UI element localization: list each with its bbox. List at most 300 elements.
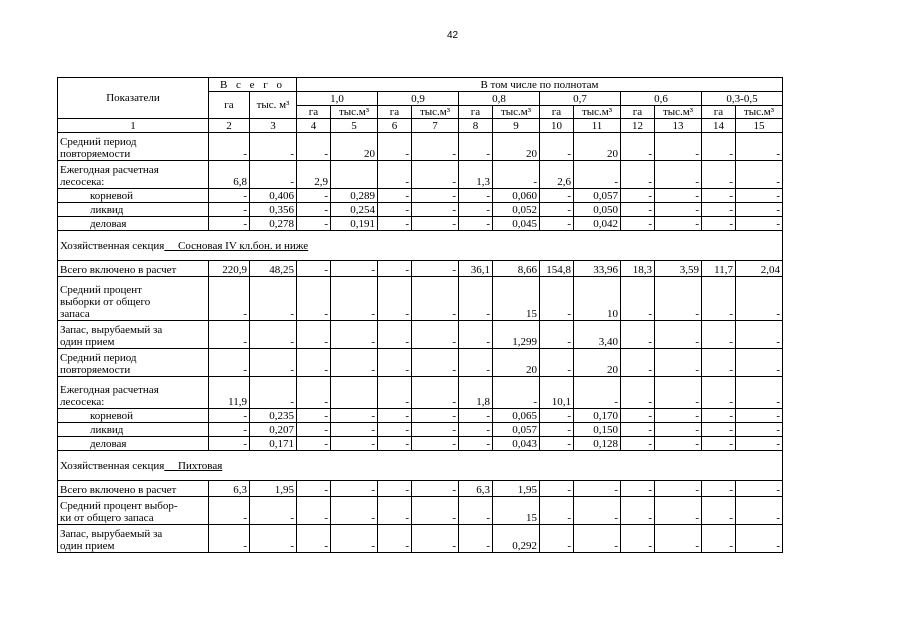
section-name: Пихтовая <box>178 459 223 472</box>
table-cell: - <box>540 423 574 437</box>
table-cell: - <box>412 525 459 553</box>
table-cell: - <box>702 377 736 409</box>
table-cell: - <box>702 497 736 525</box>
column-number: 5 <box>331 119 378 133</box>
table-cell: - <box>459 321 493 349</box>
table-cell: - <box>702 349 736 377</box>
header-density: 0,3-0,5 <box>702 92 783 106</box>
table-cell: - <box>378 349 412 377</box>
table-cell: - <box>621 203 655 217</box>
table-cell: 1,3 <box>459 161 493 189</box>
table-cell: 6,3 <box>209 481 250 497</box>
column-number: 13 <box>655 119 702 133</box>
row-label: Всего включено в расчет <box>58 261 209 277</box>
table-row <box>58 133 783 161</box>
table-cell: - <box>250 525 297 553</box>
table-cell: - <box>297 409 331 423</box>
column-number: 11 <box>574 119 621 133</box>
header-including: В том числе по полнотам <box>297 78 783 92</box>
table-row <box>58 349 783 377</box>
table-cell: - <box>655 321 702 349</box>
header-total-volume: тыс. м³ <box>250 92 297 119</box>
row-label: деловая <box>58 437 209 451</box>
table-cell: - <box>702 161 736 189</box>
row-label: Средний процент выборки от общего запаса <box>58 277 209 321</box>
table-cell: - <box>378 189 412 203</box>
table-cell: - <box>378 437 412 451</box>
table-cell: - <box>378 133 412 161</box>
table-cell: - <box>378 497 412 525</box>
table-cell: - <box>655 277 702 321</box>
table-cell: 0,060 <box>493 189 540 203</box>
table-cell: - <box>736 497 783 525</box>
table-cell: - <box>736 481 783 497</box>
table-cell: - <box>209 409 250 423</box>
table-cell: - <box>250 497 297 525</box>
header-unit-volume: тыс.м³ <box>493 106 540 119</box>
table-cell: - <box>209 217 250 231</box>
table-cell: - <box>736 277 783 321</box>
table-row <box>58 161 783 189</box>
table-cell: - <box>378 217 412 231</box>
table-cell: - <box>736 409 783 423</box>
table-cell: 0,043 <box>493 437 540 451</box>
table-cell: - <box>621 133 655 161</box>
table-cell: 3,40 <box>574 321 621 349</box>
row-label: Средний период повторяемости <box>58 349 209 377</box>
header-unit-volume: тыс.м³ <box>655 106 702 119</box>
table-cell: - <box>297 261 331 277</box>
table-cell: - <box>378 161 412 189</box>
table-cell: - <box>412 349 459 377</box>
table-body <box>58 133 783 553</box>
table-cell: - <box>736 525 783 553</box>
table-cell: - <box>540 437 574 451</box>
table-cell: 10,1 <box>540 377 574 409</box>
column-number: 8 <box>459 119 493 133</box>
column-number: 3 <box>250 119 297 133</box>
column-number: 7 <box>412 119 459 133</box>
table-cell: - <box>412 161 459 189</box>
table-cell: - <box>209 321 250 349</box>
section-underline-gap <box>164 460 178 472</box>
table-cell: - <box>459 349 493 377</box>
column-number: 9 <box>493 119 540 133</box>
table-cell: - <box>297 189 331 203</box>
table-cell: - <box>331 437 378 451</box>
table-cell: - <box>297 217 331 231</box>
table-cell: - <box>621 321 655 349</box>
table-cell: - <box>655 189 702 203</box>
header-unit-volume: тыс.м³ <box>574 106 621 119</box>
table-cell: - <box>250 377 297 409</box>
table-cell: - <box>209 133 250 161</box>
header-density: 0,7 <box>540 92 621 106</box>
table-cell: - <box>574 377 621 409</box>
table-cell: - <box>540 133 574 161</box>
table-cell: - <box>574 161 621 189</box>
table-cell: - <box>209 203 250 217</box>
table-cell: 33,96 <box>574 261 621 277</box>
table-cell: - <box>297 423 331 437</box>
column-number: 15 <box>736 119 783 133</box>
table-cell: 0,207 <box>250 423 297 437</box>
table-cell: - <box>459 277 493 321</box>
row-label: Всего включено в расчет <box>58 481 209 497</box>
table-cell: - <box>412 437 459 451</box>
table-header <box>58 78 783 133</box>
table-cell: - <box>297 377 331 409</box>
table-cell: - <box>412 497 459 525</box>
table-cell: - <box>459 423 493 437</box>
header-density: 1,0 <box>297 92 378 106</box>
header-unit-ga: га <box>297 106 331 119</box>
table-row <box>58 525 783 553</box>
table-cell: - <box>702 217 736 231</box>
row-label: корневой <box>58 189 209 203</box>
table-cell: - <box>459 525 493 553</box>
header-total: В с е г о <box>209 78 297 92</box>
table-cell: - <box>459 217 493 231</box>
table-cell: - <box>297 321 331 349</box>
table-cell <box>331 377 378 409</box>
table-cell: - <box>459 437 493 451</box>
table-cell: - <box>331 277 378 321</box>
table-cell: - <box>655 409 702 423</box>
table-cell: - <box>540 497 574 525</box>
table-cell: - <box>702 525 736 553</box>
table-cell: 0,128 <box>574 437 621 451</box>
table-cell: - <box>493 377 540 409</box>
column-number: 6 <box>378 119 412 133</box>
table-row <box>58 203 783 217</box>
table-cell: - <box>331 349 378 377</box>
header-total-ga: га <box>209 92 250 119</box>
table-cell: 6,3 <box>459 481 493 497</box>
table-cell: 0,191 <box>331 217 378 231</box>
table-cell: - <box>331 497 378 525</box>
table-cell: 20 <box>493 133 540 161</box>
table-cell: - <box>378 261 412 277</box>
table-cell: - <box>736 161 783 189</box>
table-cell: - <box>459 409 493 423</box>
column-number: 4 <box>297 119 331 133</box>
table-row <box>58 423 783 437</box>
row-label: Ежегодная расчетная лесосека: <box>58 377 209 409</box>
table-cell: 0,356 <box>250 203 297 217</box>
table-cell: - <box>574 497 621 525</box>
section-header-row <box>58 451 783 481</box>
table-cell: - <box>250 133 297 161</box>
table-cell: - <box>540 349 574 377</box>
table-cell: - <box>655 525 702 553</box>
table-cell: 0,150 <box>574 423 621 437</box>
table-cell: - <box>621 189 655 203</box>
table-cell: - <box>736 321 783 349</box>
row-label: ликвид <box>58 203 209 217</box>
table-cell: 0,045 <box>493 217 540 231</box>
table-row <box>58 497 783 525</box>
table-cell: 1,95 <box>250 481 297 497</box>
table-cell: - <box>297 497 331 525</box>
table-cell: - <box>378 423 412 437</box>
header-indicators: Показатели <box>58 78 209 119</box>
table-row <box>58 217 783 231</box>
table-cell: 154,8 <box>540 261 574 277</box>
table-cell: - <box>459 133 493 161</box>
table-cell <box>331 161 378 189</box>
table-cell: 20 <box>493 349 540 377</box>
table-cell: - <box>297 481 331 497</box>
table-cell: 0,406 <box>250 189 297 203</box>
table-cell: 20 <box>331 133 378 161</box>
row-label: Средний период повторяемости <box>58 133 209 161</box>
table-cell: - <box>297 203 331 217</box>
table-cell: 0,052 <box>493 203 540 217</box>
table-cell: - <box>736 133 783 161</box>
table-cell: - <box>459 203 493 217</box>
table-cell: 2,04 <box>736 261 783 277</box>
section-header-row <box>58 231 783 261</box>
table-cell: - <box>297 133 331 161</box>
table-cell: - <box>736 189 783 203</box>
table-cell: 36,1 <box>459 261 493 277</box>
table-cell: - <box>412 217 459 231</box>
table-cell: - <box>736 203 783 217</box>
table-cell: 0,289 <box>331 189 378 203</box>
table-cell: - <box>378 409 412 423</box>
table-cell: 0,057 <box>574 189 621 203</box>
section-header <box>58 451 783 481</box>
table-cell: - <box>378 321 412 349</box>
table-cell: - <box>378 203 412 217</box>
table-row <box>58 321 783 349</box>
table-cell: - <box>702 423 736 437</box>
table-cell: - <box>331 481 378 497</box>
row-label: деловая <box>58 217 209 231</box>
header-unit-volume: тыс.м³ <box>736 106 783 119</box>
table-cell: - <box>655 437 702 451</box>
table-cell: 48,25 <box>250 261 297 277</box>
table-cell: - <box>574 525 621 553</box>
table-row <box>58 481 783 497</box>
page-number: 42 <box>446 30 459 41</box>
column-number: 12 <box>621 119 655 133</box>
table-cell: 1,8 <box>459 377 493 409</box>
table-cell: - <box>540 409 574 423</box>
table-cell: - <box>209 349 250 377</box>
row-label: ликвид <box>58 423 209 437</box>
table-cell: 11,7 <box>702 261 736 277</box>
table-cell: - <box>412 277 459 321</box>
header-unit-ga: га <box>621 106 655 119</box>
row-label: корневой <box>58 409 209 423</box>
header-unit-ga: га <box>540 106 574 119</box>
column-number: 2 <box>209 119 250 133</box>
table-cell: - <box>540 525 574 553</box>
header-density: 0,8 <box>459 92 540 106</box>
table-cell: - <box>378 277 412 321</box>
section-prefix: Хозяйственная секция <box>60 459 165 472</box>
table-cell: - <box>297 437 331 451</box>
table-cell: - <box>655 217 702 231</box>
table-cell: - <box>459 189 493 203</box>
table-row <box>58 277 783 321</box>
table-cell: - <box>621 497 655 525</box>
table-cell: - <box>412 409 459 423</box>
table-cell: 0,042 <box>574 217 621 231</box>
table-cell: - <box>209 423 250 437</box>
table-row <box>58 261 783 277</box>
section-name: Сосновая IV кл.бон. и ниже <box>178 239 309 252</box>
table-cell: - <box>702 133 736 161</box>
table-cell: - <box>209 437 250 451</box>
table-cell: - <box>331 409 378 423</box>
table-cell: - <box>412 133 459 161</box>
table-cell: - <box>459 497 493 525</box>
table-cell: - <box>540 481 574 497</box>
table-cell: - <box>250 349 297 377</box>
table-cell: 6,8 <box>209 161 250 189</box>
table-cell: - <box>621 161 655 189</box>
table-cell: - <box>702 277 736 321</box>
table-cell: 20 <box>574 133 621 161</box>
table-cell: 220,9 <box>209 261 250 277</box>
table-cell: - <box>736 423 783 437</box>
table-row <box>58 437 783 451</box>
row-label: Ежегодная расчетная лесосека: <box>58 161 209 189</box>
forest-calculation-table <box>57 77 783 553</box>
table-cell: - <box>493 161 540 189</box>
table-cell: 1,95 <box>493 481 540 497</box>
table-cell: - <box>250 277 297 321</box>
section-header <box>58 231 783 261</box>
table-cell: - <box>655 423 702 437</box>
table-row <box>58 189 783 203</box>
table-cell: - <box>297 277 331 321</box>
table-cell: - <box>412 203 459 217</box>
table-cell: - <box>378 377 412 409</box>
table-cell: - <box>621 409 655 423</box>
table-cell: 0,171 <box>250 437 297 451</box>
table-cell: - <box>378 525 412 553</box>
table-cell: - <box>736 377 783 409</box>
header-unit-volume: тыс.м³ <box>331 106 378 119</box>
table-cell: - <box>540 217 574 231</box>
table-cell: 20 <box>574 349 621 377</box>
table-cell: 0,050 <box>574 203 621 217</box>
table-cell: - <box>736 217 783 231</box>
table-cell: - <box>540 277 574 321</box>
table-cell: 0,065 <box>493 409 540 423</box>
table-cell: 0,170 <box>574 409 621 423</box>
table-cell: - <box>209 497 250 525</box>
row-label: Запас, вырубаемый за один прием <box>58 525 209 553</box>
table-row <box>58 377 783 409</box>
table-cell: - <box>331 261 378 277</box>
table-cell: - <box>540 203 574 217</box>
table-cell: 0,254 <box>331 203 378 217</box>
header-unit-ga: га <box>459 106 493 119</box>
table-cell: - <box>209 277 250 321</box>
table-cell: 11,9 <box>209 377 250 409</box>
table-cell: - <box>540 189 574 203</box>
table-cell: - <box>412 377 459 409</box>
column-number: 10 <box>540 119 574 133</box>
table-cell: - <box>250 321 297 349</box>
table-cell: 15 <box>493 497 540 525</box>
table-cell: 2,9 <box>297 161 331 189</box>
table-cell: - <box>736 349 783 377</box>
table-cell: - <box>209 525 250 553</box>
table-cell: - <box>331 321 378 349</box>
header-unit-ga: га <box>378 106 412 119</box>
table-cell: - <box>702 437 736 451</box>
section-underline-gap <box>164 240 178 252</box>
section-prefix: Хозяйственная секция <box>60 239 165 252</box>
table-cell: - <box>574 481 621 497</box>
table-cell: - <box>655 497 702 525</box>
table-cell: 0,278 <box>250 217 297 231</box>
table-cell: - <box>378 481 412 497</box>
header-unit-volume: тыс.м³ <box>412 106 459 119</box>
table-cell: 3,59 <box>655 261 702 277</box>
table-cell: 0,292 <box>493 525 540 553</box>
column-number: 14 <box>702 119 736 133</box>
table-cell: - <box>702 321 736 349</box>
table-cell: - <box>655 377 702 409</box>
table-cell: - <box>621 277 655 321</box>
header-density: 0,9 <box>378 92 459 106</box>
table-cell: - <box>655 349 702 377</box>
header-unit-ga: га <box>702 106 736 119</box>
table-cell: - <box>621 525 655 553</box>
table-cell: 18,3 <box>621 261 655 277</box>
table-cell: - <box>412 261 459 277</box>
row-label: Запас, вырубаемый за один прием <box>58 321 209 349</box>
table-cell: - <box>655 133 702 161</box>
table-cell: - <box>702 409 736 423</box>
table-cell: - <box>736 437 783 451</box>
header-density: 0,6 <box>621 92 702 106</box>
table-cell: - <box>655 203 702 217</box>
table-cell: - <box>655 481 702 497</box>
table-cell: - <box>702 481 736 497</box>
table-cell: - <box>297 525 331 553</box>
table-cell: - <box>250 161 297 189</box>
table-cell: 10 <box>574 277 621 321</box>
table-cell: - <box>702 189 736 203</box>
row-label: Средний процент выбор- ки от общего запаса <box>58 497 209 525</box>
table-cell: - <box>621 423 655 437</box>
table-cell: - <box>412 481 459 497</box>
table-cell: - <box>540 321 574 349</box>
column-number: 1 <box>58 119 209 133</box>
table-cell: - <box>621 217 655 231</box>
table-cell: 15 <box>493 277 540 321</box>
table-cell: 2,6 <box>540 161 574 189</box>
table-cell: - <box>655 161 702 189</box>
table-cell: 1,299 <box>493 321 540 349</box>
table-cell: - <box>621 377 655 409</box>
table-cell: 0,235 <box>250 409 297 423</box>
table-cell: - <box>412 189 459 203</box>
table-cell: - <box>412 321 459 349</box>
table-cell: - <box>621 481 655 497</box>
table-row <box>58 409 783 423</box>
table-cell: - <box>331 525 378 553</box>
table-cell: - <box>331 423 378 437</box>
